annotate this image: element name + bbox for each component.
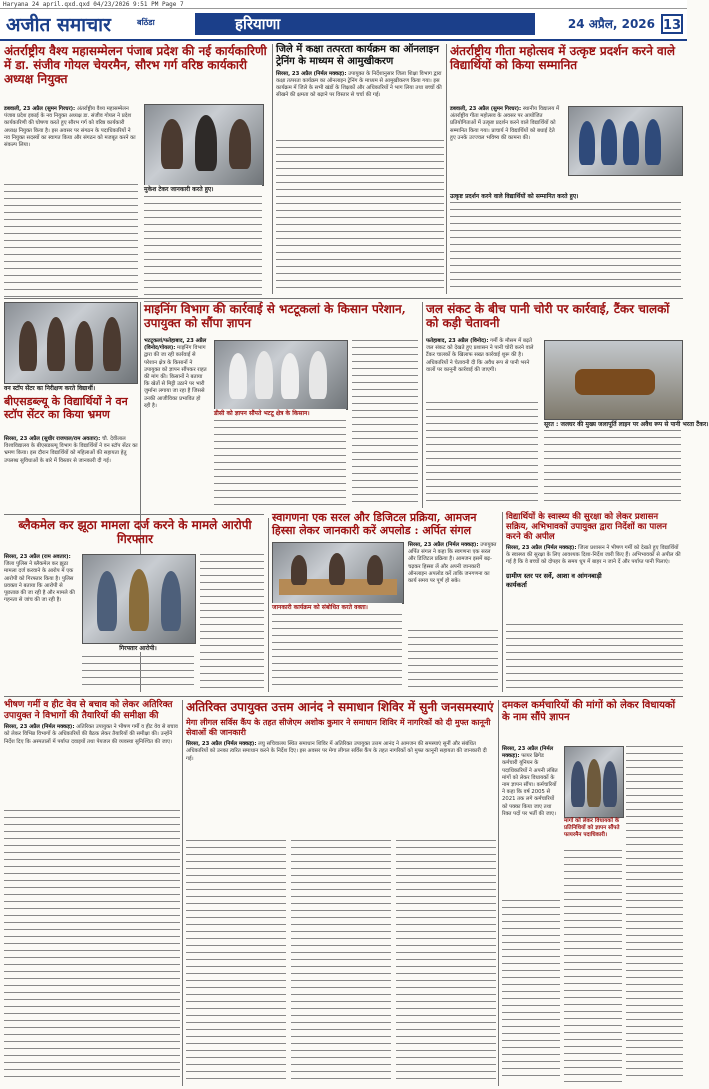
dateline: सिरसा, 23 अप्रैल (निर्मल मक्कड़):: [186, 741, 257, 748]
news-photo: [564, 746, 624, 818]
article-mining-vibhag: [144, 302, 420, 512]
headline: अंतर्राष्ट्रीय वैश्य महासम्मेलन पंजाब प्रदेश की नई कार्यकारिणी में डा. संजीव गोयल चेयरमैन, सौरभ गर्ग वरिष्ठ कार्यकारी अध्यक्ष नियुक्त: [4, 44, 267, 87]
body-text: गर्मी के मौसम में बढ़ते जल संकट को देखते हुए प्रशासन ने पानी चोरी करने वाले टैंकर चालकों के खिलाफ सख्त कार्रवाई शुरू की है। अधिकारियों ने चेतावनी दी कि अवैध रूप से पानी भरने वालों पर कानूनी कार्रवाई की जाएगी।: [426, 338, 534, 373]
photo-caption: मुकेश टेकर जानकारी करते हुए।: [144, 185, 262, 193]
article-heat-wave: [4, 700, 180, 1086]
print-strip: Haryana 24 april.qxd.qxd 04/23/2026 9:51 PM Page 7: [0, 0, 687, 9]
photo-caption: वन स्टॉप सेंटर का निरीक्षण करते विद्यार्थी।: [4, 384, 136, 392]
headline: भीषण गर्मी व हीट वेव से बचाव को लेकर अतिरिक्त उपायुक्त ने विभागों की तैयारियों की समीक्षा की: [4, 700, 173, 721]
news-photo: [272, 542, 404, 604]
body-text: उपायुक्त अर्पित संगल ने कहा कि स्वगणना एक सरल और डिजिटल प्रक्रिया है। आमजन इसमें बढ़-चढ़कर हिस्सा लें और अपनी जानकारी ऑनलाइन अपलोड करें ताकि जनगणना का कार्य समय पर पूर्ण हो सके।: [408, 542, 497, 585]
photo-caption: सूरत : जलघर की मुख्य जलापूर्ति लाइन पर अवैध रूप से पानी भरता टैंकर।: [544, 421, 709, 428]
body-text: स्थानीय विद्यालय में अंतर्राष्ट्रीय गीता महोत्सव के अवसर पर आयोजित प्रतियोगिताओं में उत्कृष्ट प्रदर्शन करने वाले विद्यार्थियों को सम्मानित किया गया। प्राचार्य ने विद्यार्थियों को बधाई देते हुए उनके उज्ज्वल भविष्य की कामना की।: [450, 106, 560, 141]
body-text: जिला पुलिस ने ब्लैकमेल कर झूठा मामला दर्ज करवाने के आरोप में एक आरोपी को गिरफ्तार किया है। पुलिस प्रवक्ता ने बताया कि आरोपी से पूछताछ की जा रही है और मामले की गहनता से जांच की जा रही है।: [4, 561, 75, 604]
dateline: डबवाली, 23 अप्रैल (सुमन गिरधर):: [4, 106, 76, 112]
photo-caption: जानकारी कार्यक्रम को संबोधित करते वक्ता।: [272, 603, 402, 611]
dateline: सिरसा, 23 अप्रैल (निर्मल मक्कड़):: [502, 746, 554, 760]
dateline: सिरसा, 23 अप्रैल (राम अवतार):: [4, 554, 71, 560]
dateline: डबवाली, 23 अप्रैल (सुमन गिरधर):: [450, 106, 522, 112]
body-text: चौ. देवीलाल विश्वविद्यालय के बीएसडब्ल्यू विभाग के विद्यार्थियों ने वन स्टॉप सेंटर का भ्रमण किया। इस दौरान विद्यार्थियों को महिलाओं की सहायता हेतु उपलब्ध सुविधाओं के बारे में विस्तार से जानकारी दी गई।: [4, 436, 138, 464]
headline: माइनिंग विभाग की कार्रवाई से भटटूकलां के किसान परेशान, उपायुक्त को सौंपा ज्ञापन: [144, 302, 406, 331]
article-body: [426, 338, 538, 374]
page-number: 13: [661, 14, 683, 34]
news-photo: [214, 340, 348, 410]
masthead: [0, 9, 687, 41]
subhead: ग्रामीण स्तर पर सर्वे, आशा व आंगनबाड़ी कार्यकर्ता: [506, 571, 602, 589]
headline: अंतर्राष्ट्रीय गीता महोत्सव में उत्कृष्ट प्रदर्शन करने वाले विद्यार्थियों को किया सम्मानित: [450, 44, 675, 73]
article-body: [186, 741, 496, 763]
photo-caption: डीसी को ज्ञापन सौंपते भटटू क्षेत्र के किसान।: [214, 409, 346, 417]
article-kaksha-tatparta: [276, 44, 444, 294]
body-text: लघु सचिवालय स्थित समाधान शिविर में अतिरिक्त उपायुक्त उत्तम आनंद ने आमजन की समस्याएं सुनीं और संबंधित अधिकारियों को उनका त्वरित समाधान करने के निर्देश दिए। इस अवसर पर मेगा लीगल सर्विस कैंप के तहत नागरिकों को मुफ्त कानूनी सहायता की जानकारी दी गई।: [186, 741, 487, 762]
article-body: [4, 436, 138, 465]
news-photo: [144, 104, 264, 186]
article-gita-mahotsav: [450, 44, 683, 294]
dateline: सिरसा, 23 अप्रैल (सुधीर राजपाल/राम अवतार):: [4, 436, 101, 442]
dateline: सिरसा, 23 अप्रैल (निर्मल मक्कड़):: [276, 70, 347, 77]
article-vidyarthi-swasthya: [506, 512, 683, 692]
headline: जल संकट के बीच पानी चोरी पर कार्रवाई, टैंकर चालकों को कड़ी चेतावनी: [426, 302, 670, 331]
article-swaganna: [272, 512, 500, 692]
body-text: जिला प्रशासन ने भीषण गर्मी को देखते हुए विद्यार्थियों के स्वास्थ्य की सुरक्षा के लिए आवश्यक दिशा-निर्देश जारी किए हैं। अभिभावकों से अपील की गई है कि वे बच्चों को दोपहर के समय धूप में बाहर न जाने दें और पर्याप्त पानी पिलाएं।: [506, 545, 681, 566]
dateline: सिरसा, 23 अप्रैल (निर्मल मक्कड़):: [4, 724, 75, 731]
photo-caption: मांगों को लेकर विधायकों के प्रतिनिधियों को ज्ञापन सौंपते फायरमैन पदाधिकारी।: [564, 818, 622, 839]
article-body: [4, 106, 138, 149]
section-title: हरियाणा: [195, 13, 535, 35]
article-damkal-karmchari: [502, 700, 683, 1086]
headline: स्वागणना एक सरल और डिजिटल प्रक्रिया, आमजन हिस्सा लेकर जानकारी करें अपलोड : अर्पित संगल: [272, 511, 477, 537]
headline: विद्यार्थियों के स्वास्थ्य की सुरक्षा को लेकर प्रशासन सक्रिय, अभिभावकों उपायुक्त द्वारा निर्देशों का पालन करने की अपील: [506, 512, 667, 543]
dateline: सिरसा, 23 अप्रैल (निर्मल मक्कड़):: [506, 545, 577, 552]
photo-caption: उत्कृष्ट प्रदर्शन करने वाले विद्यार्थियों को सम्मानित करते हुए।: [450, 192, 681, 200]
body-text: अंतर्राष्ट्रीय वैश्य महासम्मेलन पंजाब प्रदेश इकाई के नव नियुक्त अध्यक्ष डा. संजीव गोयल ने प्रदेश कार्यकारिणी की घोषणा करते हुए सौरभ गर्ग को वरिष्ठ कार्यकारी अध्यक्ष नियुक्त किया है। इस अवसर पर संगठन के पदाधिकारियों ने नव नियुक्त सदस्यों का स्वागत किया और संगठन को मजबूत करने का संकल्प लिया।: [4, 106, 136, 149]
article-blackmail-giraftar: [4, 518, 266, 692]
article-bsw-vidyarthi: [4, 302, 138, 512]
news-photo: [4, 302, 138, 384]
headline: अतिरिक्त उपायुक्त उत्तम आनंद ने समाधान शिविर में सुनी जनसमस्याएं: [186, 700, 494, 714]
news-photo: [82, 554, 196, 644]
dateline: भटटूकलां/फतेहाबाद, 23 अप्रैल (विनोद/गोयल):: [144, 338, 207, 352]
dateline: सिरसा, 23 अप्रैल (निर्मल मक्कड़):: [408, 542, 479, 548]
body-text: माइनिंग विभाग द्वारा की जा रही कार्रवाई से परेशान क्षेत्र के किसानों ने उपायुक्त को ज्ञापन सौंपकर राहत की मांग की। किसानों ने बताया कि खेतों से मिट्टी उठाने पर भारी जुर्माना लगाया जा रहा है जिससे उनकी आजीविका प्रभावित हो रही है।: [144, 345, 207, 409]
headline: दमकल कर्मचारियों की मांगों को लेकर विधायकों के नाम सौंपे ज्ञापन: [502, 700, 676, 723]
headline: जिले में कक्षा तत्परता कार्यक्रम का ऑनलाइन ट्रेनिंग के माध्यम से आमुखीकरण: [276, 44, 439, 67]
edition-city: बठिंडा: [137, 18, 155, 27]
article-body: [450, 106, 562, 142]
article-body: [502, 746, 560, 818]
article-jal-sankat: [426, 302, 709, 508]
article-body: [506, 545, 683, 567]
dateline: फतेहाबाद, 23 अप्रैल (विनोद):: [426, 338, 489, 344]
article-vaishya-sammelan: [4, 44, 270, 304]
body-text: उपायुक्त के निर्देशानुसार जिला शिक्षा विभाग द्वारा कक्षा तत्परता कार्यक्रम का ऑनलाइन ट्रेनिंग के माध्यम से आमुखीकरण किया गया। इस कार्यक्रम में जिले के सभी खंडों के शिक्षकों और अधिकारियों ने भाग लिया तथा बच्चों की सीखने की क्षमता को बढ़ाने पर विस्तार से चर्चा की गई।: [276, 70, 442, 99]
newspaper-brand: अजीत समाचार: [6, 14, 111, 36]
body-text: अतिरिक्त उपायुक्त ने भीषण गर्मी व हीट वेव से बचाव को लेकर विभिन्न विभागों के अधिकारियों की बैठक लेकर तैयारियों की समीक्षा की। उन्होंने निर्देश दिए कि अस्पतालों में पर्याप्त दवाइयों तथा पेयजल की व्यवस्था सुनिश्चित की जाए।: [4, 724, 178, 745]
issue-date: 24 अप्रैल, 2026: [567, 17, 655, 31]
body-text: फायर ब्रिगेड कर्मचारी यूनियन के पदाधिकारियों ने अपनी लंबित मांगों को लेकर विधायकों के नाम ज्ञापन सौंपा। कर्मचारियों ने कहा कि वर्ष 2005 से 2021 तक लगे कर्मचारियों को पक्का किया जाए तथा रिक्त पदों पर भर्ती की जाए।: [502, 753, 558, 817]
article-samadhan-shivir: [186, 700, 496, 1086]
subhead: मेगा लीगल सर्विस कैंप के तहत सीजेएम अशोक कुमार ने समाधान शिविर में नागरिकों को दी मुफ्त कानूनी सेवाओं की जानकारी: [186, 717, 491, 738]
article-body: [276, 71, 444, 100]
photo-caption: गिरफ्तार आरोपी।: [82, 644, 194, 652]
headline: ब्लैकमेल कर झूठा मामला दर्ज करने के मामले आरोपी गिरफ्तार: [18, 518, 252, 547]
news-photo: [544, 340, 683, 420]
article-body: [144, 338, 208, 410]
article-body: [4, 724, 180, 746]
news-photo: [568, 106, 683, 176]
headline: बीएसडब्ल्यू के विद्यार्थियों ने वन स्टॉप सेंटर का किया भ्रमण: [4, 395, 128, 421]
article-body: [408, 542, 498, 585]
article-body: [4, 554, 76, 604]
